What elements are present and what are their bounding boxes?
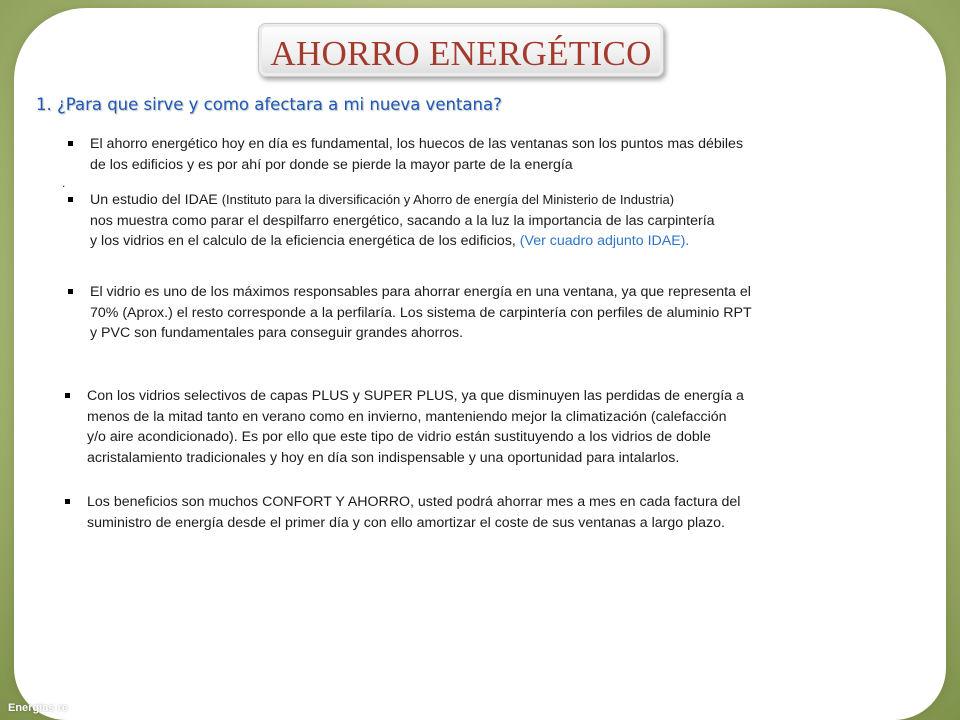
bullet-marker: [65, 393, 70, 398]
bullet-line: y/o aire acondicionado). Es por ello que este tipo de vidrio están sustituyendo a los vidrios de doble: [87, 429, 711, 445]
bullet-line: menos de la mitad tanto en verano como en invierno, manteniendo mejor la climatización (calefacción: [87, 408, 727, 425]
footer-label: Energías re: [8, 702, 68, 714]
bullet-text: (Instituto para la diversificación y Ahorro de energía del Ministerio de Industria): [221, 192, 675, 207]
stray-dot: .: [62, 176, 66, 190]
bullet-marker: [68, 289, 73, 294]
section-heading: 1. ¿Para que sirve y como afectara a mi nueva ventana?: [36, 95, 502, 114]
bullet-glass-importance: [90, 282, 902, 344]
bullet-line: nos muestra como parar el despilfarro energético, sacando a la luz la importancia de las carpintería: [90, 212, 715, 229]
bullet-line: de los edificios y es por ahí por donde se pierde la mayor parte de la energía: [90, 156, 573, 173]
bullet-selective-glass: [87, 386, 899, 468]
bullet-line: Los beneficios son muchos CONFORT Y AHORRO, usted podrá ahorrar mes a mes en cada factura del: [87, 494, 741, 510]
title-box: [258, 23, 664, 77]
bullet-line: 70% (Aprox.) el resto corresponde a la perfilaría. Los sistema de carpintería con perfiles de aluminio RPT: [90, 304, 752, 321]
bullet-line: Con los vidrios selectivos de capas PLUS y SUPER PLUS, ya que disminuyen las perdidas de energía a: [87, 388, 744, 404]
page-title: AHORRO ENERGÉTICO: [270, 34, 652, 73]
bullet-line: y PVC son fundamentales para conseguir grandes ahorros.: [90, 325, 464, 341]
bullet-line: El vidrio es uno de los máximos responsables para ahorrar energía en una ventana, ya que representa el: [90, 284, 751, 300]
bullet-marker: [65, 499, 70, 504]
bullet-line: acristalamiento tradicionales y hoy en día son indispensable y una oportunidad para intalarlos.: [87, 449, 680, 466]
bullet-idae-study: [90, 190, 890, 252]
bullet-text: Un estudio del IDAE: [90, 192, 222, 208]
bullet-energy-importance: [90, 134, 910, 175]
idae-table-link[interactable]: (Ver cuadro adjunto IDAE).: [519, 233, 690, 249]
content-panel: [14, 8, 946, 720]
bullet-line: suministro de energía desde el primer día y con ello amortizar el coste de sus ventanas a largo plazo.: [87, 514, 725, 531]
bullet-line: El ahorro energético hoy en día es fundamental, los huecos de las ventanas son los puntos mas débiles: [90, 136, 744, 152]
bullet-marker: [68, 197, 73, 202]
bullet-marker: [68, 141, 73, 146]
bullet-benefits: [87, 492, 899, 533]
bullet-text: y los vidrios en el calculo de la eficiencia energética de los edificios,: [90, 233, 520, 249]
